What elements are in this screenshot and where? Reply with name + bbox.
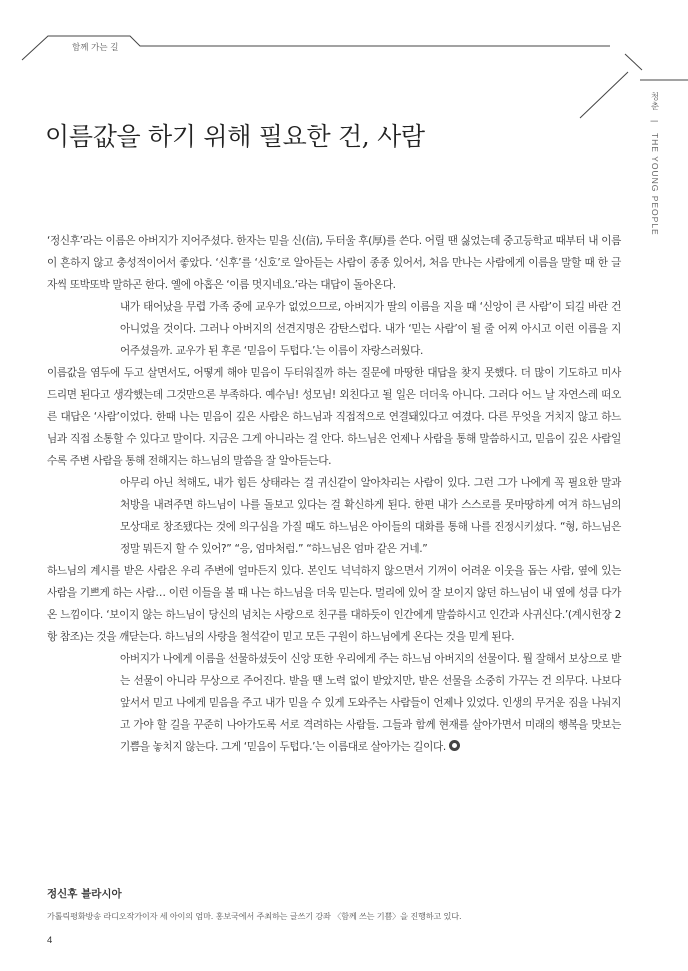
side-label-separator: |: [650, 120, 660, 124]
paragraph-1: ‘정신후’라는 이름은 아버지가 지어주셨다. 한자는 믿을 신(信), 두터울 후(厚)를 쓴다. 어릴 땐 싫었는데 중고등학교 때부터 내 이름이 흔하지 않고 충성적이어서 좋았다. ‘신후’를 ‘신호’로 알아듣는 사람이 종종 있어서, 처음 만나는 사람에게 이름을 말할 때 한 글자씩 또박또박 말하곤 한다. 옐에 아홉은 ‘이름 멋지네요.’라는 대답이 돌아온다.: [47, 235, 621, 291]
side-label: [649, 92, 661, 236]
paragraph-6-text: 아버지가 나에게 이름을 선물하셨듯이 신앙 또한 우리에게 주는 하느님 아버지의 선물이다. 뭘 잘해서 보상으로 받는 선물이 아니라 무상으로 주어진다. 받을 땐 노력 없이 받았지만, 받은 선물을 소중히 가꾸는 건 의무다. 나보다 앞서서 믿고 나에게 믿음을 주고 내가 믿을 수 있게 도와주는 사람들이 언제나 있었다. 인생의 무거운 짐을 나눠지고 가야 할 길을 꾸준히 나아가도록 서로 격려하는 사람들. 그들과 함께 현재를 살아가면서 미래의 행복을 맛보는 기쁨을 놓치지 않는다. 그게 ‘믿음이 두텁다.’는 이름대로 살아가는 길이다.: [120, 653, 621, 753]
paragraph-5: 하느님의 계시를 받은 사람은 우리 주변에 얼마든지 있다. 본인도 넉넉하지 않으면서 기꺼이 어려운 이웃을 돕는 사람, 옆에 있는 사람을 기쁘게 하는 사람… 이런 이들을 볼 때 나는 하느님을 더욱 믿는다. 멀리에 있어 잘 보이지 않던 하느님이 내 옆에 성큼 다가온 느낌이다. ‘보이지 않는 하느님이 당신의 넘치는 사랑으로 친구를 대하듯이 인간에게 말씀하시고 인간과 사귀신다.’(계시헌장 2항 참조)는 것을 깨닫는다. 하느님의 사랑을 철석같이 믿고 모든 구원이 하느님에게 온다는 것을 믿게 된다.: [47, 565, 621, 643]
side-label-ko: 청춘: [650, 92, 660, 111]
end-mark-icon: [449, 740, 460, 751]
author-bio: 가톨릭평화방송 라디오작가이자 세 아이의 엄마. 홍보국에서 주최하는 글쓰기 강좌 〈함께 쓰는 기쁨〉을 진행하고 있다.: [47, 911, 462, 921]
section-label: 함께 가는 길: [72, 43, 119, 53]
article-body: [47, 230, 621, 758]
paragraph-4-indented: 아무리 아닌 척해도, 내가 힘든 상태라는 걸 귀신같이 알아차리는 사람이 있다. 그런 그가 나에게 꼭 필요한 말과 처방을 내려주면 하느님이 나를 돌보고 있다는 걸 확신하게 된다. 한편 내가 스스로를 못마땅하게 여겨 하느님의 모상대로 창조됐다는 것에 의구심을 가질 때도 하느님은 아이들의 대화를 통해 나를 진정시키셨다. “형, 하느님은 정말 뭐든지 할 수 있어?” “응, 엄마처럼.” “하느님은 엄마 같은 거네.”: [120, 477, 621, 555]
side-label-en: THE YOUNG PEOPLE: [650, 132, 660, 236]
article-title: 이름값을 하기 위해 필요한 건, 사람: [45, 122, 425, 151]
page-number: 4: [47, 935, 53, 946]
paragraph-6-indented: [120, 648, 621, 758]
author-name: 정신후 블라시아: [47, 888, 122, 900]
paragraph-2-indented: 내가 태어났을 무렵 가족 중에 교우가 없었으므로, 아버지가 딸의 이름을 지을 때 ‘신앙이 큰 사람’이 되길 바란 건 아니었을 것이다. 그러나 아버지의 선견지명은 감탄스럽다. 내가 ‘믿는 사람’이 될 줄 어찌 아시고 이런 이름을 지어주셨을까. 교우가 된 후론 ‘믿음이 두텁다.’는 이름이 자랑스러웠다.: [120, 301, 621, 357]
paragraph-3: 이름값을 염두에 두고 살면서도, 어떻게 해야 믿음이 두터워질까 하는 질문에 마땅한 대답을 찾지 못했다. 더 많이 기도하고 미사 드리면 된다고 생각했는데 그것만으론 부족하다. 예수님! 성모님! 외친다고 될 일은 더더욱 아니다. 그러다 어느 날 자연스레 떠오른 대답은 ‘사람’이었다. 한때 나는 믿음이 깊은 사람은 하느님과 직접적으로 연결돼있다고 여겼다. 다른 무엇을 거치지 않고 하느님과 직접 소통할 수 있다고 말이다. 지금은 그게 아니라는 걸 안다. 하느님은 언제나 사람을 통해 말씀하시고, 믿음이 깊은 사람일수록 주변 사람을 통해 전해지는 하느님의 말씀을 잘 알아듣는다.: [47, 367, 621, 467]
